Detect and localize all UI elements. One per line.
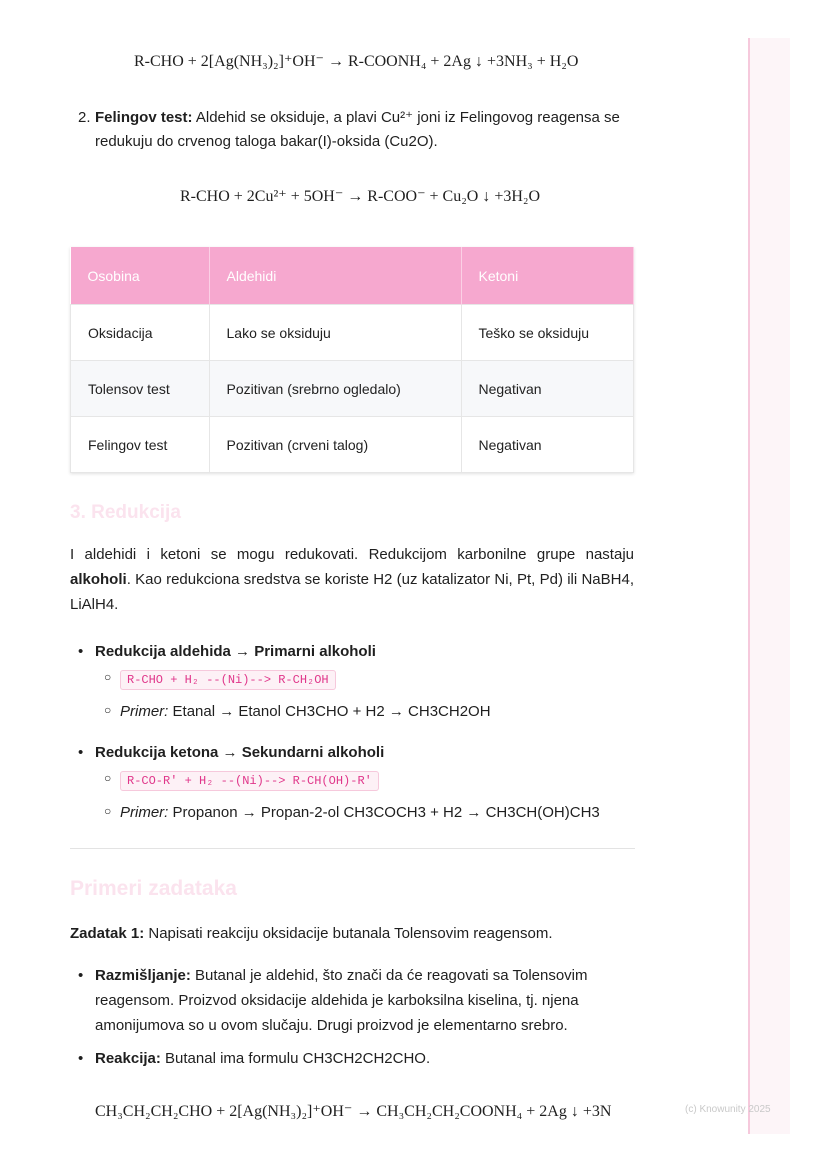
reduction-paragraph [70, 542, 634, 617]
table-cell: Oksidacija [71, 305, 210, 361]
list-item [70, 639, 634, 664]
example-label: Primer: [120, 804, 169, 821]
list-item-title: Redukcija ketona → Sekundarni alkoholi [95, 744, 385, 761]
tollens-equation: R-CHO + 2[Ag(NH₃)₂]⁺OH⁻ → R-COONH₄ + 2Ag ↓ +3NH₃ + H₂O [134, 53, 579, 70]
table-row [71, 305, 634, 361]
item-number: 2. [78, 109, 91, 126]
butanal-equation: CH₃CH₂CH₂CHO + 2[Ag(NH₃)₂]⁺OH⁻ → CH₃CH₂CH₂COONH₄ + 2Ag ↓ +3N [95, 1103, 612, 1120]
bullet-glyph: • [78, 643, 84, 660]
example-text: Etanal → Etanol CH3CHO + H2 → CH3CH2OH [172, 703, 491, 720]
section-heading-primeri: Primeri zadataka [70, 877, 237, 900]
sub-list-item [104, 767, 379, 794]
example-label: Primer: [120, 703, 169, 720]
task-paragraph [70, 921, 634, 946]
code-snippet: R-CHO + H₂ --(Ni)--> R-CH₂OH [120, 670, 336, 690]
watermark: (c) Knowunity 2025 [685, 1104, 771, 1115]
right-sidebar [748, 38, 790, 1134]
table-header-aldehidi: Aldehidi [209, 247, 461, 305]
list-item-text: Butanal ima formulu CH3CH2CH2CHO. [165, 1050, 431, 1067]
sub-bullet-glyph: ○ [104, 804, 112, 818]
example-text: Propanon → Propan-2-ol CH3COCH3 + H2 → CH3CH(OH)CH3 [172, 804, 600, 821]
sub-list-item [104, 800, 600, 825]
sub-bullet-glyph: ○ [104, 703, 112, 717]
bullet-glyph: • [78, 967, 84, 984]
sub-bullet-glyph: ○ [104, 670, 112, 684]
table-cell: Tolensov test [71, 361, 210, 417]
table-row [71, 417, 634, 473]
table-header-osobina: Osobina [71, 247, 210, 305]
table-header-ketoni: Ketoni [461, 247, 634, 305]
table-cell: Negativan [461, 417, 634, 473]
felingov-title: Felingov test: [95, 109, 193, 126]
paragraph-text: I aldehidi i ketoni se mogu redukovati. Redukcijom karbonilne grupe nastaju [70, 546, 634, 563]
fehling-equation: R-CHO + 2Cu²⁺ + 5OH⁻ → R-COO⁻ + Cu₂O ↓ +3H₂O [180, 188, 541, 205]
felingov-item [78, 106, 638, 154]
table-row [71, 361, 634, 417]
task-label: Zadatak 1: [70, 925, 145, 942]
paragraph-bold: alkoholi [70, 571, 127, 588]
table-cell: Felingov test [71, 417, 210, 473]
table-cell: Lako se oksiduju [209, 305, 461, 361]
comparison-table [70, 247, 634, 473]
divider [70, 848, 635, 849]
sub-bullet-glyph: ○ [104, 771, 112, 785]
list-item [70, 1046, 634, 1071]
list-item-label: Razmišljanje: [95, 967, 191, 984]
code-snippet: R-CO-R' + H₂ --(Ni)--> R-CH(OH)-R' [120, 771, 379, 791]
bullet-glyph: • [78, 744, 84, 761]
list-item-title: Redukcija aldehida → Primarni alkoholi [95, 643, 376, 660]
section-heading-redukcija: 3. Redukcija [70, 502, 181, 523]
table-cell: Teško se oksiduju [461, 305, 634, 361]
list-item-text: Butanal je aldehid, što znači da će reagovati sa Tolensovim reagensom. Proizvod oksidacije aldehida je karboksilna kiselina, tj. njena amonijumova so u ovom slučaju. Drugi proizvod je elementarno srebro. [95, 967, 588, 1034]
table-cell: Pozitivan (srebrno ogledalo) [209, 361, 461, 417]
paragraph-text: . Kao redukciona sredstva se koriste H2 (uz katalizator Ni, Pt, Pd) ili NaBH4, LiAlH4. [70, 571, 634, 613]
table-cell: Negativan [461, 361, 634, 417]
bullet-glyph: • [78, 1050, 84, 1067]
sub-list-item [104, 699, 491, 724]
list-item [70, 963, 634, 1038]
sub-list-item [104, 666, 336, 693]
list-item [70, 740, 634, 765]
task-text: Napisati reakciju oksidacije butanala Tolensovim reagensom. [148, 925, 553, 942]
table-cell: Pozitivan (crveni talog) [209, 417, 461, 473]
felingov-text: Aldehid se oksiduje, a plavi Cu²⁺ joni iz Felingovog reagensa se redukuju do crvenog taloga bakar(I)-oksida (Cu2O). [95, 109, 620, 150]
list-item-label: Reakcija: [95, 1050, 161, 1067]
